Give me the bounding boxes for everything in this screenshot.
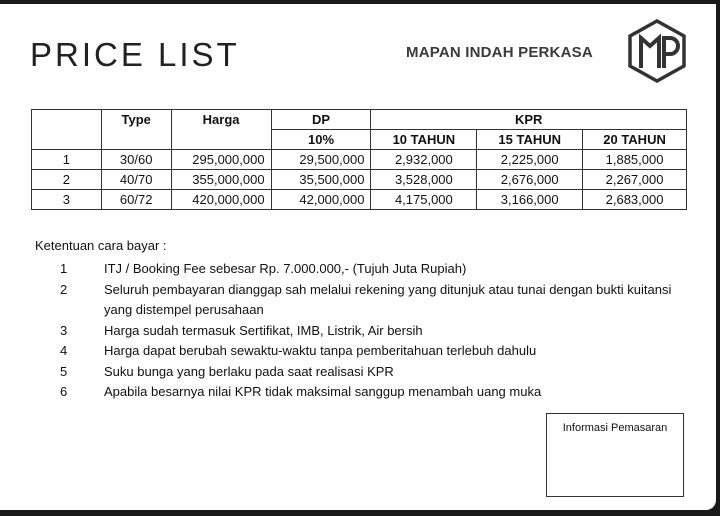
list-item [60, 341, 680, 362]
row-kpr-10: 4,175,000 [371, 190, 477, 210]
row-type: 60/72 [101, 190, 171, 210]
header-kpr: KPR [371, 110, 687, 130]
term-text: Apabila besarnya nilai KPR tidak maksimal sanggup menambah uang muka [104, 384, 542, 399]
term-text: Harga sudah termasuk Sertifikat, IMB, Listrik, Air bersih [104, 322, 423, 338]
row-type: 40/70 [101, 170, 171, 190]
term-text: Harga dapat berubah sewaktu-waktu tanpa pemberitahuan terlebuh dahulu [104, 343, 537, 358]
row-no: 2 [32, 170, 102, 190]
company-name: MAPAN INDAH PERKASA [406, 44, 593, 61]
row-kpr-10: 3,528,000 [371, 170, 477, 190]
price-list-sheet [0, 4, 716, 510]
row-harga: 295,000,000 [171, 150, 271, 170]
row-harga: 420,000,000 [171, 190, 271, 210]
term-number: 2 [60, 281, 68, 297]
list-item [60, 280, 680, 321]
header-harga: Harga [171, 110, 271, 150]
row-dp: 42,000,000 [271, 190, 371, 210]
term-number: 1 [60, 261, 68, 276]
row-kpr-20: 2,683,000 [583, 190, 687, 210]
term-number: 4 [60, 343, 68, 358]
row-dp: 35,500,000 [271, 170, 371, 190]
row-no: 1 [32, 150, 102, 170]
header-kpr-15: 15 TAHUN [477, 130, 583, 150]
term-text: Seluruh pembayaran dianggap sah melalui rekening yang ditunjuk atau tunai dengan bukti kuitansi yang distempel perusahaan [104, 281, 672, 317]
header-type: Type [101, 110, 171, 150]
terms-heading: Ketentuan cara bayar : [35, 238, 167, 253]
marketing-info-box [546, 413, 684, 497]
header-kpr-20: 20 TAHUN [583, 130, 687, 150]
header-no [32, 110, 102, 150]
term-number: 5 [60, 363, 68, 379]
row-kpr-20: 1,885,000 [583, 150, 687, 170]
row-kpr-20: 2,267,000 [583, 170, 687, 190]
term-number: 3 [60, 322, 68, 338]
page-title: PRICE LIST [30, 36, 240, 73]
terms-list [60, 259, 680, 403]
list-item [60, 259, 680, 280]
list-item [60, 321, 680, 342]
term-number: 6 [60, 384, 68, 399]
row-type: 30/60 [101, 150, 171, 170]
row-harga: 355,000,000 [171, 170, 271, 190]
row-kpr-15: 3,166,000 [477, 190, 583, 210]
row-kpr-15: 2,676,000 [477, 170, 583, 190]
list-item [60, 382, 680, 403]
row-kpr-15: 2,225,000 [477, 150, 583, 170]
term-text: ITJ / Booking Fee sebesar Rp. 7.000.000,- (Tujuh Juta Rupiah) [104, 261, 467, 276]
list-item [60, 362, 680, 383]
price-table [31, 109, 687, 210]
row-no: 3 [32, 190, 102, 210]
term-text: Suku bunga yang berlaku pada saat realisasi KPR [104, 363, 394, 379]
table-row [32, 170, 687, 190]
header-kpr-10: 10 TAHUN [371, 130, 477, 150]
mip-logo-icon [626, 18, 688, 84]
table-row [32, 150, 687, 170]
row-kpr-10: 2,932,000 [371, 150, 477, 170]
row-dp: 29,500,000 [271, 150, 371, 170]
header-dp: DP [271, 110, 371, 130]
marketing-info-label: Informasi Pemasaran [562, 422, 668, 434]
header-dp-pct: 10% [271, 130, 371, 150]
table-row [32, 190, 687, 210]
